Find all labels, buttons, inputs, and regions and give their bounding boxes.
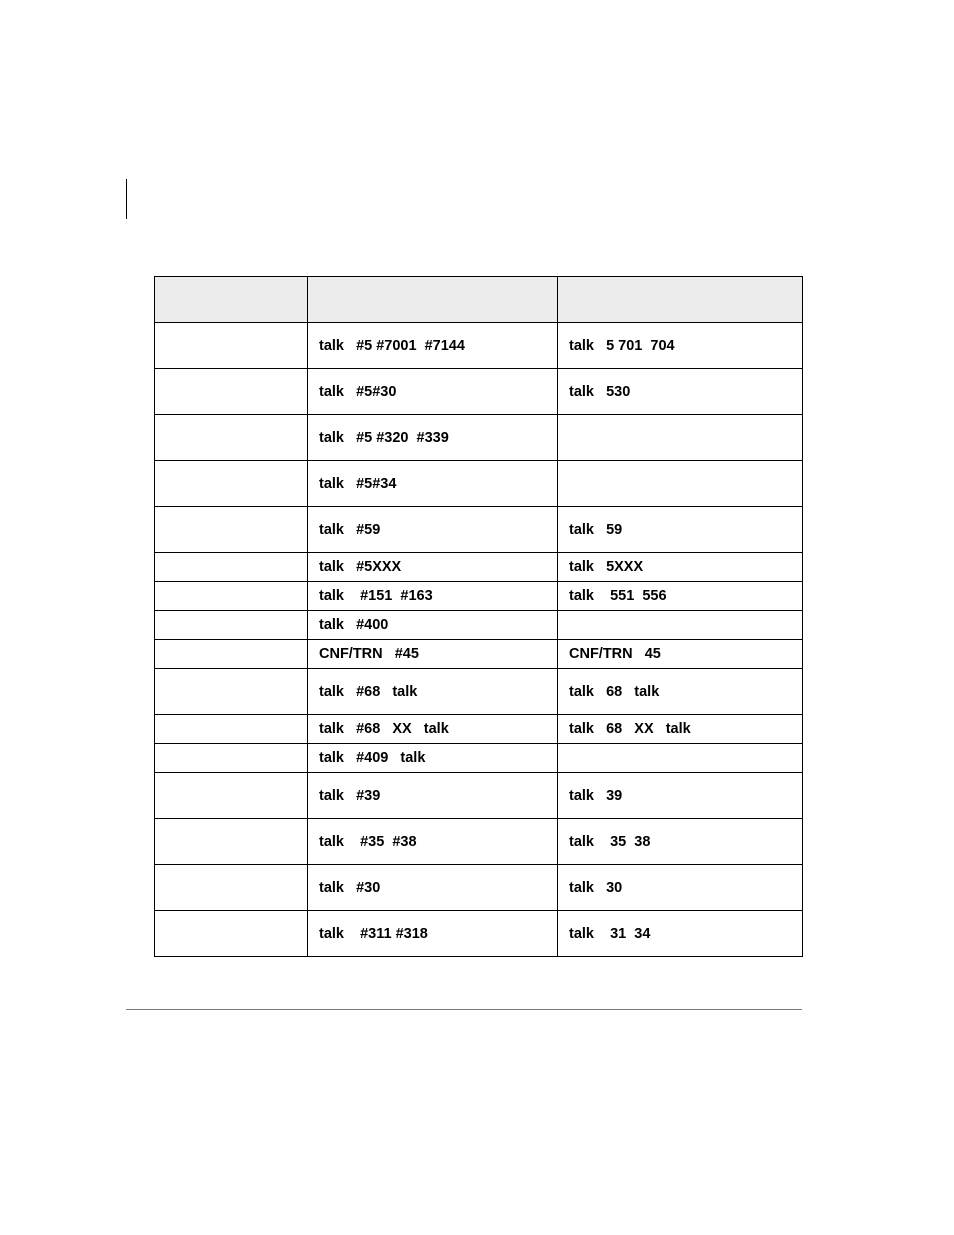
feature-cell: [155, 911, 308, 957]
code-a-cell: talk #151 #163: [308, 582, 558, 611]
feature-cell: [155, 582, 308, 611]
code-b-cell: talk 35 38: [558, 819, 803, 865]
code-b-cell: [558, 744, 803, 773]
feature-cell: [155, 369, 308, 415]
code-b-cell: talk 5XXX: [558, 553, 803, 582]
table-row: [155, 611, 803, 640]
code-a-cell: talk #5#34: [308, 461, 558, 507]
code-b-cell: talk 68 XX talk: [558, 715, 803, 744]
code-a-cell: talk #409 talk: [308, 744, 558, 773]
table-row: [155, 819, 803, 865]
header-code-b: [558, 277, 803, 323]
feature-cell: [155, 553, 308, 582]
feature-cell: [155, 865, 308, 911]
feature-cell: [155, 773, 308, 819]
feature-cell: [155, 611, 308, 640]
code-b-cell: talk 59: [558, 507, 803, 553]
feature-cell: [155, 415, 308, 461]
code-a-cell: talk #30: [308, 865, 558, 911]
code-b-cell: talk 5 701 704: [558, 323, 803, 369]
code-b-cell: talk 68 talk: [558, 669, 803, 715]
table-row: [155, 461, 803, 507]
code-a-cell: talk #5 #320 #339: [308, 415, 558, 461]
feature-cell: [155, 507, 308, 553]
code-a-cell: talk #35 #38: [308, 819, 558, 865]
table-row: [155, 507, 803, 553]
code-b-cell: talk 551 556: [558, 582, 803, 611]
feature-cell: [155, 819, 308, 865]
code-a-cell: talk #311 #318: [308, 911, 558, 957]
code-b-cell: talk 39: [558, 773, 803, 819]
table-row: [155, 323, 803, 369]
footer-rule: [126, 1009, 802, 1010]
code-b-cell: [558, 461, 803, 507]
code-b-cell: [558, 611, 803, 640]
code-b-cell: talk 31 34: [558, 911, 803, 957]
header-feature: [155, 277, 308, 323]
code-a-cell: talk #5#30: [308, 369, 558, 415]
code-a-cell: CNF/TRN #45: [308, 640, 558, 669]
table-row: [155, 715, 803, 744]
code-b-cell: CNF/TRN 45: [558, 640, 803, 669]
table-row: [155, 669, 803, 715]
code-a-cell: talk #68 talk: [308, 669, 558, 715]
table-row: [155, 640, 803, 669]
feature-cell: [155, 461, 308, 507]
code-a-cell: talk #5XXX: [308, 553, 558, 582]
table-header-row: [155, 277, 803, 323]
code-b-cell: talk 30: [558, 865, 803, 911]
feature-cell: [155, 744, 308, 773]
table-row: [155, 865, 803, 911]
code-a-cell: talk #68 XX talk: [308, 715, 558, 744]
feature-cell: [155, 715, 308, 744]
feature-cell: [155, 323, 308, 369]
code-b-cell: talk 530: [558, 369, 803, 415]
feature-cell: [155, 669, 308, 715]
table-row: [155, 582, 803, 611]
table-row: [155, 744, 803, 773]
header-code-a: [308, 277, 558, 323]
table-row: [155, 911, 803, 957]
table-row: [155, 415, 803, 461]
code-a-cell: talk #400: [308, 611, 558, 640]
code-a-cell: talk #39: [308, 773, 558, 819]
code-a-cell: talk #5 #7001 #7144: [308, 323, 558, 369]
feature-cell: [155, 640, 308, 669]
code-b-cell: [558, 415, 803, 461]
table-row: [155, 369, 803, 415]
table-row: [155, 773, 803, 819]
code-a-cell: talk #59: [308, 507, 558, 553]
feature-code-table: [154, 276, 803, 957]
change-bar: [126, 179, 127, 219]
table-row: [155, 553, 803, 582]
